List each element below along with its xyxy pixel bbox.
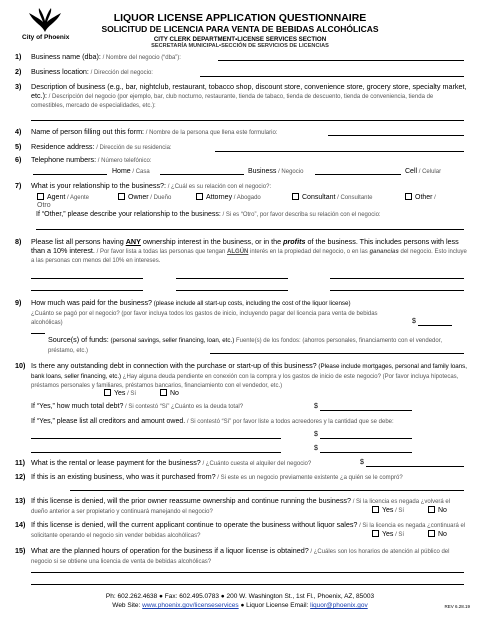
question-text-spanish: ¿Cuánto se pagó por el negocio? (por favor incluya todos los gastos de inicio, incluyendo pagar del licencia para venta de bebidas alcohólicas) xyxy=(31,310,378,327)
option-label-spanish: / Agente xyxy=(65,195,89,201)
business-location-field[interactable] xyxy=(200,76,464,77)
question-3 xyxy=(15,83,467,111)
prompt-text-spanish: / Si es “Otro”, por favor describa su relación con el negocio: xyxy=(220,212,381,218)
footer-contact: Ph: 602.262.4638 ● Fax: 602.495.0783 ● 200 W. Washington St., 1st Fl., Phoenix, AZ, 85003 xyxy=(105,593,375,600)
text-spanish: / Por favor lista a todas las personas que tengan xyxy=(94,248,228,255)
q14-yes-option[interactable] xyxy=(370,530,404,538)
prompt-text-spanish: / Si contestó “Sí” por favor liste a todos acreedores y la cantidad que se debe: xyxy=(185,419,394,425)
question-12 xyxy=(15,473,467,483)
checkbox[interactable] xyxy=(118,193,125,200)
option-label: No xyxy=(438,507,447,514)
question-4 xyxy=(15,128,467,138)
checkbox[interactable] xyxy=(196,193,203,200)
label: Business xyxy=(248,168,277,175)
amount-paid-field[interactable] xyxy=(418,325,452,326)
question-8 xyxy=(15,238,467,266)
question-number: 1) xyxy=(15,52,22,61)
question-note: (personal savings, seller financing, loan, etc.) xyxy=(108,337,235,344)
option-label-spanish: / Consultante xyxy=(335,195,373,201)
question-number: 4) xyxy=(15,127,22,136)
question-number: 12) xyxy=(15,472,26,481)
question-number: 15) xyxy=(15,546,26,555)
question-text: Is there any outstanding debt in connection with the purchase or start-up of this business? xyxy=(31,361,317,370)
question-text: Business location: xyxy=(31,67,89,76)
option-label-spanish: / Sí xyxy=(125,391,137,397)
text-spanish-emphasis: ganancias xyxy=(369,248,399,255)
prompt-text: If “Other,” please describe your relationship to the business: xyxy=(36,211,221,218)
question-text: Business name (dba): xyxy=(31,52,101,61)
prompt-text: If “Yes,” how much total debt? xyxy=(31,403,124,410)
text-emphasis: profits xyxy=(283,237,306,246)
question-note: (please include all start-up costs, including the cost of the liquor license) xyxy=(152,300,351,307)
owner-field-5[interactable] xyxy=(176,290,288,291)
question-text-spanish: / Dirección de su residencia: xyxy=(94,145,172,151)
other-relationship-prompt xyxy=(36,211,381,218)
text-spanish-emphasis: ALGÚN xyxy=(227,248,249,255)
business-description-field[interactable] xyxy=(31,120,464,121)
purchased-from-field[interactable] xyxy=(70,490,464,491)
question-number: 8) xyxy=(15,237,22,246)
total-debt-field[interactable] xyxy=(320,410,412,411)
prompt-text-spanish: / Si contestó “Sí” ¿Cuánto es la deuda total? xyxy=(123,404,244,410)
rent-dollar: $ xyxy=(360,459,364,466)
question-number: 5) xyxy=(15,142,22,151)
business-phone-label xyxy=(248,168,303,175)
department-name-spanish: SECRETARÍA MUNICIPAL▪SECCIÓN DE SERVICIOS DE LICENCIAS xyxy=(151,43,329,49)
question-text-spanish: / Número telefónico: xyxy=(96,158,152,164)
logo-text: City of Phoenix xyxy=(22,34,70,41)
question-text-spanish: / Nombre de la persona que llena este formulario: xyxy=(144,130,278,136)
text-emphasis: ANY xyxy=(125,237,141,246)
amount-paid-dollar: $ xyxy=(412,318,416,325)
question-text-spanish: / Si la licencia es negada ¿volverá el dueño anterior a ser propietario y continuará manejando el negocio? xyxy=(31,499,451,515)
owner-field-3[interactable] xyxy=(330,278,464,279)
owner-field-1[interactable] xyxy=(31,278,143,279)
q13-no-option[interactable] xyxy=(428,506,447,514)
question-text-spanish: / Si la licencia es negada ¿continuará el solicitante operando el negocio sin vender bebidas alcohólicas? xyxy=(31,523,466,539)
checkbox[interactable] xyxy=(37,193,44,200)
page-title-spanish: SOLICITUD DE LICENCIA PARA VENTA DE BEBIDAS ALCOHÓLICAS xyxy=(101,24,379,34)
text: ownership interest in the business, or in the xyxy=(140,237,284,246)
q10-no-option[interactable] xyxy=(160,389,179,397)
owner-field-6[interactable] xyxy=(330,290,464,291)
question-text: What is the rental or lease payment for the business? xyxy=(31,458,201,467)
option-consultant[interactable] xyxy=(292,193,373,201)
cell-phone-field[interactable] xyxy=(315,174,401,175)
question-number: 14) xyxy=(15,520,26,529)
question-number: 3) xyxy=(15,82,22,91)
hours-field-1[interactable] xyxy=(31,572,464,573)
checkbox[interactable] xyxy=(160,389,167,396)
short-blank-line xyxy=(31,333,45,334)
question-11 xyxy=(15,459,467,469)
checkbox[interactable] xyxy=(428,506,435,513)
option-label: Attorney xyxy=(206,194,233,201)
other-relationship-field[interactable] xyxy=(36,229,464,230)
question-text: How much was paid for the business? xyxy=(31,298,153,307)
creditor-name-field-1[interactable] xyxy=(31,438,281,439)
question-number: 10) xyxy=(15,361,26,370)
checkbox[interactable] xyxy=(428,530,435,537)
question-number: 6) xyxy=(15,155,22,164)
total-debt-dollar: $ xyxy=(314,403,318,410)
cell-phone-label xyxy=(405,168,441,175)
question-text-spanish: / Descripción del negocio (por ejemplo, bar, club nocturno, restaurante, tienda de tabaco, tienda de descuento, tienda de conveniencia, tienda de comestibles, mercado de especialidades, etc.): xyxy=(31,93,434,110)
business-phone-field[interactable] xyxy=(160,174,244,175)
creditor-amount-dollar-2: $ xyxy=(314,445,318,452)
option-label: Yes xyxy=(382,531,394,538)
text-spanish: del negocio. Esto incluye a las personas con menos del 10% en intereses. xyxy=(31,248,467,265)
question-10 xyxy=(15,362,467,391)
option-label: Yes xyxy=(114,390,126,397)
checkbox[interactable] xyxy=(372,506,379,513)
question-number: 11) xyxy=(15,458,25,467)
business-name-field[interactable] xyxy=(218,60,464,61)
question-text-spanish: / Dirección del negocio: xyxy=(88,70,153,76)
option-agent[interactable] xyxy=(37,193,89,201)
creditors-prompt xyxy=(31,418,394,425)
question-text: If this license is denied, will the prior owner reassume ownership and continue running the business? xyxy=(31,496,352,505)
question-6 xyxy=(15,156,467,166)
option-owner[interactable] xyxy=(118,193,171,201)
question-number: 13) xyxy=(15,496,26,505)
checkbox[interactable] xyxy=(372,530,379,537)
q10-yes-option[interactable] xyxy=(104,389,136,397)
option-other-spanish: Otro xyxy=(37,202,51,209)
question-text: What is your relationship to the business?: xyxy=(31,181,167,190)
label: Home xyxy=(112,168,131,175)
total-debt-prompt xyxy=(31,403,243,410)
option-label: No xyxy=(170,390,179,397)
question-text-spanish: / ¿Cuánto cuesta el alquiler del negocio? xyxy=(200,461,312,467)
option-label: Agent xyxy=(47,194,66,201)
text: Please list all persons having xyxy=(31,237,126,246)
question-text: Source(s) of funds: xyxy=(48,335,109,344)
option-other[interactable] xyxy=(405,193,436,201)
page-title: LIQUOR LICENSE APPLICATION QUESTIONNAIRE xyxy=(113,12,367,24)
question-text-spanish: Fuente(s) de los fondos: (ahorros personales, financiamento con el vendedor, préstamo, etc.) xyxy=(48,338,443,354)
option-label-spanish: / Sí xyxy=(393,532,405,538)
option-label: Owner xyxy=(128,194,149,201)
option-label: No xyxy=(438,531,447,538)
creditor-amount-field-1[interactable] xyxy=(320,438,412,439)
question-1 xyxy=(15,53,467,63)
text: of the business. This includes persons with less than a 10% interest. xyxy=(31,237,459,255)
question-number: 9) xyxy=(15,298,22,307)
prompt-text: If “Yes,” please list all creditors and amount owed. xyxy=(31,418,186,425)
creditor-name-field-2[interactable] xyxy=(31,452,281,453)
checkbox[interactable] xyxy=(104,389,111,396)
question-text: Name of person filling out this form: xyxy=(31,127,145,136)
department-name: CITY CLERK DEPARTMENT▪LICENSE SERVICES SECTION xyxy=(153,36,327,43)
email-label: ● Liquor License Email: xyxy=(238,602,311,609)
question-number: 2) xyxy=(15,67,22,76)
option-label-spanish: / Dueño xyxy=(148,195,172,201)
question-text: Residence address: xyxy=(31,142,95,151)
question-text: What are the planned hours of operation for the business if a liquor license is obtained? xyxy=(31,546,309,555)
question-text-spanish: ¿Hay alguna deuda pendiente en conexión con la compra y los gastos de inicio de este negocio? (Por favor incluya hipotecas, préstamos personales y familiares, préstamos bancarios, financiamiento con el vendedor, etc.) xyxy=(31,373,459,390)
rent-field[interactable] xyxy=(366,466,464,467)
home-phone-label xyxy=(112,168,150,175)
label-spanish: / Celular xyxy=(417,169,442,175)
web-label: Web Site: xyxy=(112,602,143,609)
option-label: Yes xyxy=(382,507,394,514)
question-text: If this is an existing business, who was it purchased from? xyxy=(31,472,216,481)
question-text: Description of business (e.g., bar, nightclub, restaurant, tobacco shop, discount store, convenience store, grocery store, specialty market, etc.): xyxy=(31,82,467,100)
owner-field-2[interactable] xyxy=(176,278,288,279)
checkbox[interactable] xyxy=(292,193,299,200)
email-link[interactable]: liquor@phoenix.gov xyxy=(310,602,368,609)
option-attorney[interactable] xyxy=(196,193,261,201)
question-text-spanish: / ¿Cuál es su relación con el negocio?: xyxy=(166,184,272,190)
footer-web xyxy=(0,602,480,609)
owner-field-4[interactable] xyxy=(31,290,143,291)
option-label-spanish: / Sí xyxy=(393,508,405,514)
hours-field-2[interactable] xyxy=(31,584,464,585)
checkbox[interactable] xyxy=(405,193,412,200)
question-text-spanish: / ¿Cuáles son los horarios de atención al público del negocio si se obtiene una licencia de venta de bebidas alcohólicas? xyxy=(31,549,450,565)
question-9 xyxy=(15,299,467,328)
question-note: (Please include mortgages, personal and family loans, bank loans, seller financing, etc.) xyxy=(31,363,467,380)
label-spanish: / Negocio xyxy=(276,169,304,175)
person-name-field[interactable] xyxy=(328,135,464,136)
question-number: 7) xyxy=(15,181,22,190)
creditor-amount-field-2[interactable] xyxy=(320,452,412,453)
label-spanish: / Casa xyxy=(130,169,150,175)
text-spanish: interés en la propiedad del negocio, o en las xyxy=(248,248,370,255)
q14-no-option[interactable] xyxy=(428,530,447,538)
website-link[interactable]: www.phoenix.gov/licenseservices xyxy=(142,602,239,609)
label: Cell xyxy=(405,168,418,175)
question-7 xyxy=(15,182,467,192)
question-text: If this license is denied, will the current applicant continue to operate the business without liquor sales? xyxy=(31,520,358,529)
residence-address-field[interactable] xyxy=(215,151,464,152)
q13-yes-option[interactable] xyxy=(370,506,404,514)
option-label-spanish: / xyxy=(432,195,436,201)
option-label: Other xyxy=(415,194,433,201)
source-of-funds-field[interactable] xyxy=(210,353,464,354)
revision-date: REV 6.28.19 xyxy=(444,604,470,609)
question-text: Telephone numbers: xyxy=(31,155,97,164)
question-text-spanish: / Si este es un negocio previamente existente ¿a quién se le compró? xyxy=(215,475,403,481)
creditor-amount-dollar-1: $ xyxy=(314,431,318,438)
question-text-spanish: / Nombre del negocio (“dba”): xyxy=(100,55,181,61)
home-phone-field[interactable] xyxy=(33,174,107,175)
option-label: Consultant xyxy=(302,194,336,201)
question-15 xyxy=(15,547,467,566)
option-label-spanish: / Abogado xyxy=(232,195,261,201)
